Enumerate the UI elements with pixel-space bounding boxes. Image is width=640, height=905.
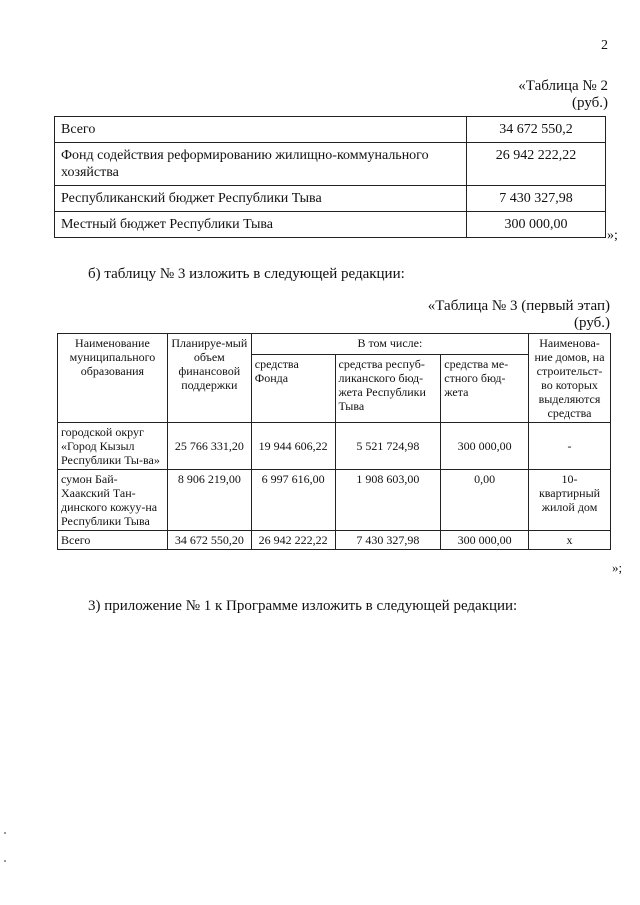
header-including: В том числе:: [251, 334, 528, 355]
cell-planned: 34 672 550,20: [167, 531, 251, 550]
cell-local: 300 000,00: [441, 423, 529, 470]
cell-republic: 5 521 724,98: [335, 423, 441, 470]
table2-value: 7 430 327,98: [467, 186, 606, 212]
header-republic: средства респуб-ликанского бюд-жета Республики Тыва: [335, 355, 441, 423]
paragraph-3: 3) приложение № 1 к Программе изложить в следующей редакции:: [88, 598, 518, 614]
cell-fund: 26 942 222,22: [251, 531, 335, 550]
table2-label: Республиканский бюджет Республики Тыва: [55, 186, 467, 212]
table-row: [55, 186, 606, 212]
table2-caption-unit: (руб.): [572, 95, 608, 111]
table3-closing-quote: »;: [612, 560, 623, 575]
table-row: [58, 470, 611, 531]
table-row: [58, 423, 611, 470]
cell-republic: 1 908 603,00: [335, 470, 441, 531]
table3-header-row: [58, 334, 611, 355]
cell-fund: 6 997 616,00: [251, 470, 335, 531]
table2: [54, 116, 606, 238]
cell-name: сумон Бай-Хаакский Тан-динского кожуу-на Республики Тыва: [58, 470, 168, 531]
paragraph-b: б) таблицу № 3 изложить в следующей редакции:: [88, 266, 405, 282]
table2-value: 26 942 222,22: [467, 143, 606, 186]
page-number: 2: [601, 38, 608, 53]
cell-name: городской округ «Город Кызыл Республики Ты-ва»: [58, 423, 168, 470]
table2-label: Фонд содействия реформированию жилищно-коммунального хозяйства: [55, 143, 467, 186]
table-row: [55, 117, 606, 143]
header-fund: средства Фонда: [251, 355, 335, 423]
table2-caption: [518, 78, 608, 112]
scan-speck: [4, 832, 6, 834]
cell-planned: 8 906 219,00: [167, 470, 251, 531]
table-row: [55, 212, 606, 238]
header-local: средства ме-стного бюд-жета: [441, 355, 529, 423]
cell-local: 0,00: [441, 470, 529, 531]
cell-local: 300 000,00: [441, 531, 529, 550]
table2-label: Всего: [55, 117, 467, 143]
table2-value: 300 000,00: [467, 212, 606, 238]
cell-fund: 19 944 606,22: [251, 423, 335, 470]
table3-caption-unit: (руб.): [574, 315, 610, 331]
cell-republic: 7 430 327,98: [335, 531, 441, 550]
header-houses: Наименова-ние домов, на строительст-во которых выделяются средства: [529, 334, 611, 423]
cell-name: Всего: [58, 531, 168, 550]
table3-caption-title: «Таблица № 3 (первый этап): [427, 298, 610, 314]
table3: [57, 333, 611, 550]
cell-planned: 25 766 331,20: [167, 423, 251, 470]
scan-speck: [4, 860, 6, 862]
cell-houses: 10-квартирный жилой дом: [529, 470, 611, 531]
header-planned: Планируе-мый объем финансовой поддержки: [167, 334, 251, 423]
table-row: [58, 531, 611, 550]
table2-caption-title: «Таблица № 2: [518, 78, 608, 94]
table2-label: Местный бюджет Республики Тыва: [55, 212, 467, 238]
cell-houses: х: [529, 531, 611, 550]
table2-closing-quote: »;: [607, 228, 618, 243]
cell-houses: -: [529, 423, 611, 470]
table2-value: 34 672 550,2: [467, 117, 606, 143]
table-row: [55, 143, 606, 186]
table3-caption: [428, 298, 610, 332]
header-municipality: Наименование муниципального образования: [58, 334, 168, 423]
